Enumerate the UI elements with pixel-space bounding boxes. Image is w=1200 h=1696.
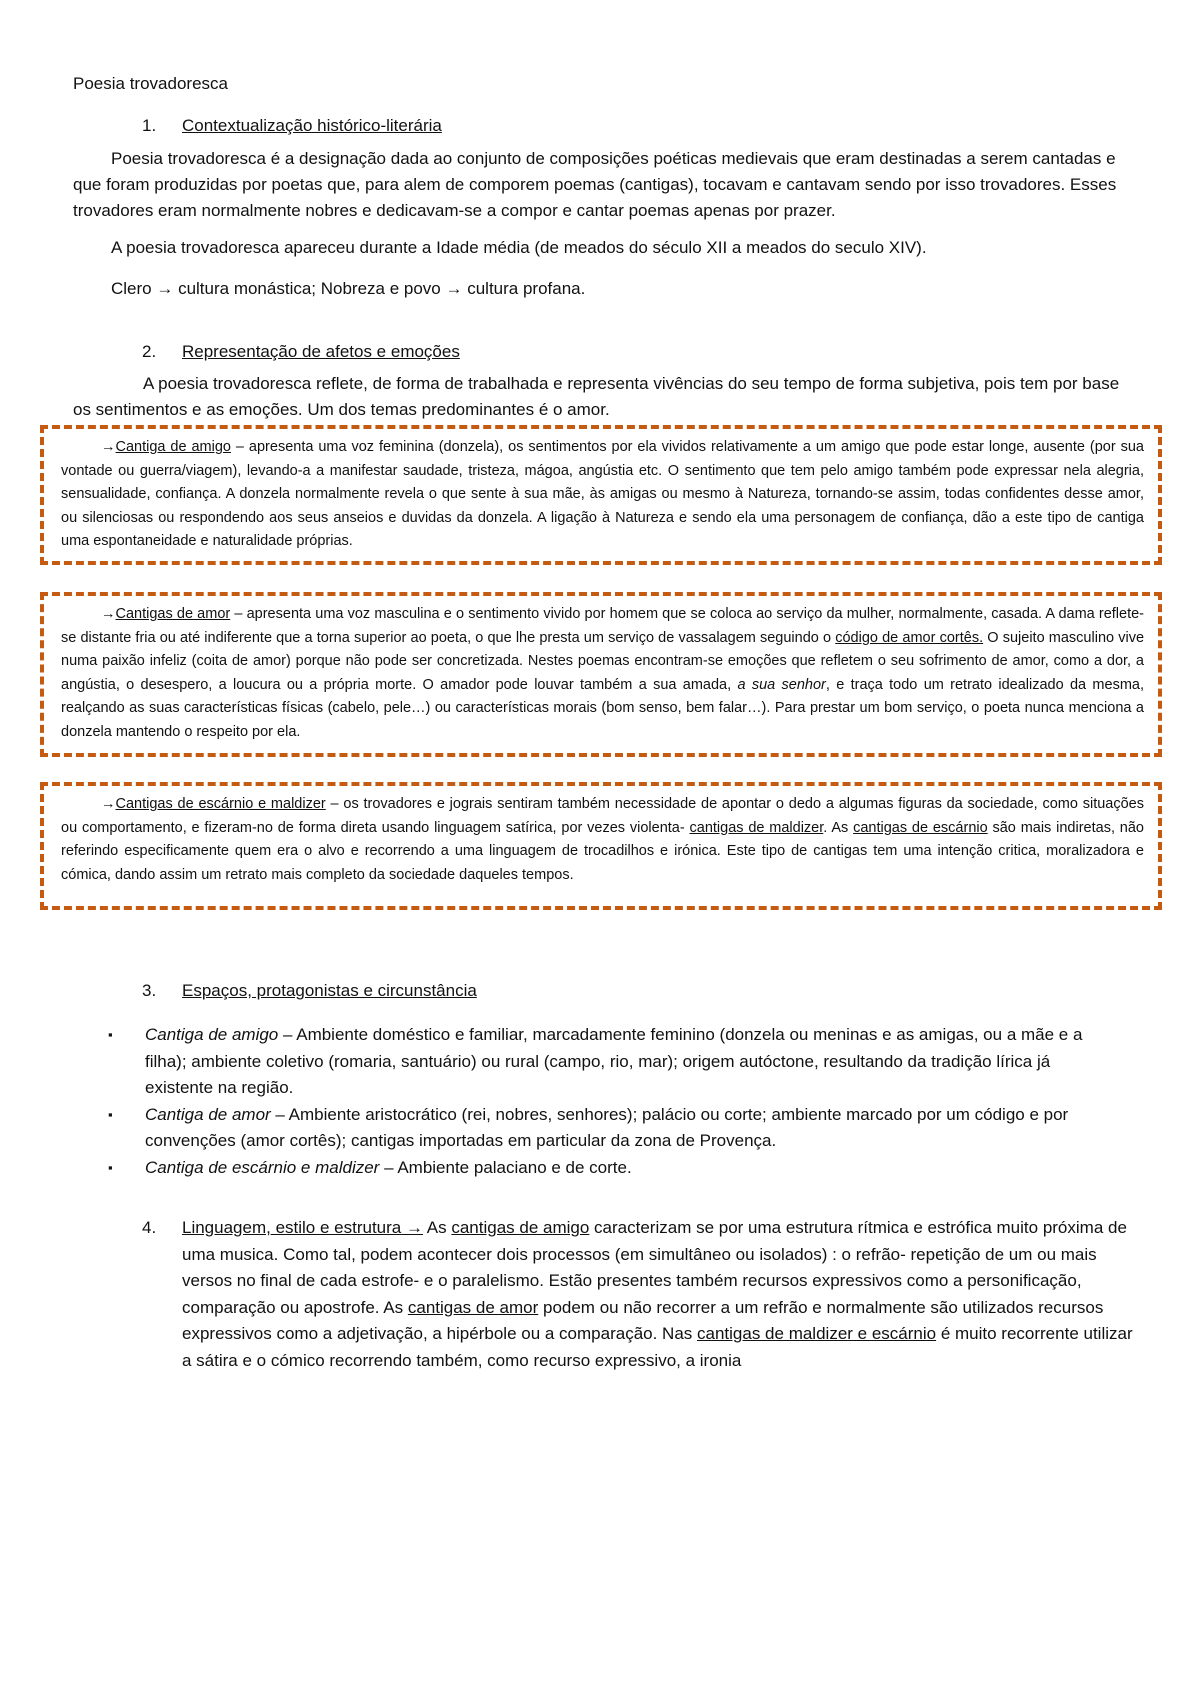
section-4-body <box>182 1215 1142 1374</box>
list-item-text: – Ambiente doméstico e familiar, marcadamente feminino (donzela ou meninas e as amigas, ou a mãe e a filha); ambiente coletivo (romaria, santuário) ou rural (campo, rio, mar); origem autóctone, resultando da tradição lírica já existente na região. <box>145 1025 1083 1097</box>
bullet-icon: ▪ <box>108 1106 113 1122</box>
cantigas-de-escarnio-term: Cantigas de escárnio e maldizer <box>115 796 326 812</box>
cantigas-de-amor-term: cantigas de amor <box>407 1297 539 1317</box>
section-3-title: Espaços, protagonistas e circunstância <box>182 981 477 1000</box>
cantigas-de-amor-term: Cantigas de amor <box>115 606 231 622</box>
cantigas-de-amor-description-2: O sujeito masculino vive numa paixão infeliz (coita de amor) porque não pode ser concretizada. Nestes poemas encontram-se emoções que refletem o seu sofrimento de amor, como a dor, a angústia, o desespero, a loucura ou a própria morte. O amador pode louvar também a sua amada, <box>61 629 1145 693</box>
bullet-icon: ▪ <box>108 1027 113 1042</box>
document-title: Poesia trovadoresca <box>73 74 228 93</box>
cantigas-de-escarnio-description-1: – os trovadores e jograis sentiram também necessidade de apontar o dedo a algumas figuras da sociedade, como situações ou comportamento, e fizeram-no de forma direta usando linguagem satírica, por vezes violenta- <box>61 796 1145 836</box>
bullet-icon: ▪ <box>108 1159 113 1175</box>
section-1-paragraph-1: Poesia trovadoresca é a designação dada ao conjunto de composições poéticas medievais que eram destinadas a serem cantadas e que foram produzidas por poetas que, para alem de comporem poemas (cantigas), tocavam e cantavam sendo por isso trovadores. Esses trovadores eram normalmente nobres e dedicavam-se a compor e cantar poemas apenas por prazer. <box>73 149 1117 220</box>
list-item <box>103 1022 1113 1102</box>
cantigas-de-escarnio-text <box>61 793 1144 887</box>
list-item-term: Cantiga de escárnio e maldizer <box>145 1157 380 1177</box>
cantigas-de-amor-text <box>61 603 1144 745</box>
cantigas-de-escarnio-description-2: . As <box>823 819 854 836</box>
section-4-text-3: podem ou não recorrer a um refrão e normalmente são utilizados recursos expressivos como a adjetivação, a hipérbole ou a comparação. Nas <box>182 1297 1104 1343</box>
section-1-paragraph-2: A poesia trovadoresca apareceu durante a Idade média (de meados do século XII a meados do seculo XIV). <box>111 238 927 257</box>
section-4-title: Linguagem, estilo e estrutura <box>182 1218 402 1237</box>
section-2-title: Representação de afetos e emoções <box>182 342 460 361</box>
section-1-title: Contextualização histórico-literária <box>182 116 442 135</box>
arrow-icon: → <box>401 1218 423 1237</box>
arrow-icon: → <box>101 606 116 622</box>
codigo-de-amor-cortes-term: código de amor cortês. <box>835 629 984 646</box>
section-1-number: 1. <box>142 116 157 135</box>
arrow-icon: → <box>101 796 116 812</box>
list-item-term: Cantiga de amigo <box>145 1025 279 1044</box>
list-item <box>103 1102 1113 1155</box>
section-4-number: 4. <box>142 1218 157 1237</box>
list-item-term: Cantiga de amor <box>145 1104 271 1124</box>
section-3-number: 3. <box>142 981 157 1000</box>
section-4-text-1: As <box>422 1218 452 1237</box>
cantiga-de-amigo-box <box>40 425 1162 565</box>
cantigas-de-amor-description-1: – apresenta uma voz masculina e o sentimento vivido por homem que se coloca ao serviço da mulher, normalmente, casada. A dama reflete-se distante fria ou até indiferente que a torna superior ao poeta, o que lhe presta um serviço de vassalagem seguindo o <box>61 606 1144 646</box>
section-3-heading <box>142 981 477 1001</box>
section-2-paragraph-1: A poesia trovadoresca reflete, de forma de trabalhada e representa vivências do seu tempo de forma subjetiva, pois tem por base os sentimentos e as emoções. Um dos temas predominantes é o amor. <box>73 374 1120 419</box>
section-2-heading <box>142 342 460 362</box>
list-item <box>103 1155 1113 1182</box>
cantigas-de-maldizer-e-escarnio-term: cantigas de maldizer e escárnio <box>697 1324 937 1343</box>
cantiga-de-amigo-text <box>61 436 1144 554</box>
cantiga-de-amigo-term: Cantiga de amigo <box>115 439 231 455</box>
cantigas-de-escarnio-term-2: cantigas de escárnio <box>853 819 988 836</box>
section-4-text-2: caracterizam se por uma estrutura rítmica e estrófica muito próxima de uma musica. Como tal, podem acontecer dois processos (em simultâneo ou isolados) : o refrão- repetição de um ou mais versos no final de cada estrofe- e o paralelismo. Estão presentes também recursos expressivos como a personificação, comparação ou apostrofe. As <box>182 1218 1127 1317</box>
cantigas-de-escarnio-description-3: são mais indiretas, não referindo especificamente quem era o alvo e recorrendo a uma linguagem de trocadilhos e irónica. Este tipo de cantigas tem uma intenção critica, moralizadora e cómica, dando assim um retrato mais completo da sociedade daqueles tempos. <box>61 819 1144 883</box>
section-3-list <box>103 1022 1113 1181</box>
cantiga-de-amigo-description: – apresenta uma voz feminina (donzela), os sentimentos por ela vividos relativamente a um amigo que pode estar longe, ausente (por sua vontade ou guerra/viagem), levando-a a manifestar saudade, tristeza, mágoa, angústia etc. O sentimento que tem pelo amigo também pode expressar nela alegria, sensualidade, confiança. A donzela normalmente revela o que sente à sua mãe, às amigas ou mesmo à Natureza, tornando-se assim, todas confidentes desse amor, ou silenciosas ou respondendo aos seus anseios e duvidas da donzela. A ligação à Natureza e sendo ela uma personagem de confiança, dão a este tipo de cantiga uma espontaneidade e naturalidade próprias. <box>61 439 1144 550</box>
cantigas-de-maldizer-term: cantigas de maldizer <box>689 819 824 836</box>
cantigas-de-amigo-term: cantigas de amigo <box>451 1218 590 1237</box>
arrow-icon: → <box>101 439 116 455</box>
list-item-text: – Ambiente aristocrático (rei, nobres, senhores); palácio ou corte; ambiente marcado por um código e por convenções (amor cortês); cantigas importadas em particular da zona de Provença. <box>145 1104 1069 1150</box>
cantigas-de-amor-description-3: , e traça todo um retrato idealizado da mesma, realçando as suas características físicas (cabelo, pele…) ou características morais (bom senso, bem falar…). Para prestar um bom serviço, o poeta nunca menciona a donzela mantendo o respeito por ela. <box>61 676 1144 740</box>
section-1-heading <box>142 116 442 136</box>
list-item-text: – Ambiente palaciano e de corte. <box>379 1157 632 1177</box>
cantigas-de-amor-box <box>40 592 1162 757</box>
a-sua-senhor-phrase: a sua senhor <box>737 676 826 693</box>
cantigas-de-escarnio-box <box>40 782 1162 910</box>
section-4-text-4: é muito recorrente utilizar a sátira e o cómico recorrendo também, como recurso expressivo, a ironia <box>182 1324 1133 1370</box>
section-4 <box>142 1215 1142 1374</box>
section-1-paragraph-3: Clero → cultura monástica; Nobreza e povo → cultura profana. <box>111 279 586 298</box>
section-2-number: 2. <box>142 342 157 361</box>
